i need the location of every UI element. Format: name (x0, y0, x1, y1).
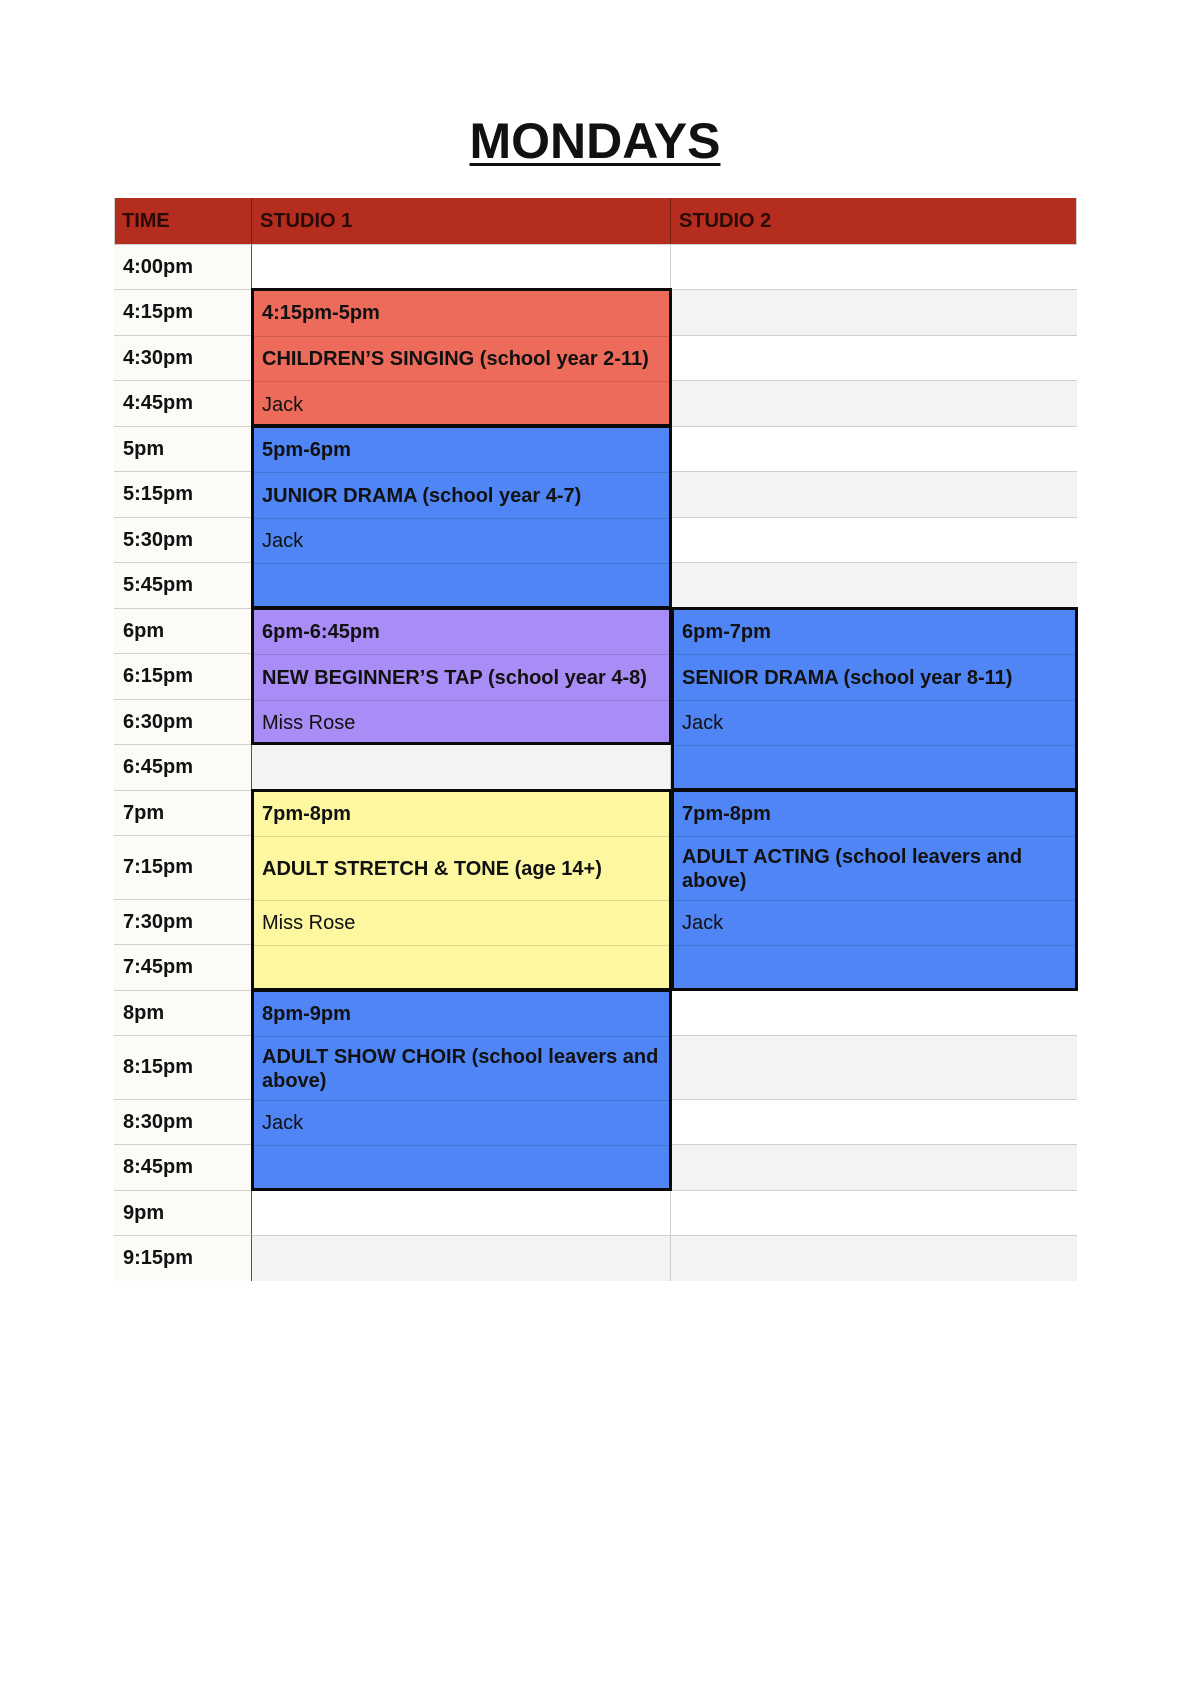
studio-1-slot (252, 244, 671, 289)
studio-2-slot (671, 517, 1077, 562)
time-cell: 7:15pm (114, 835, 252, 899)
time-cell: 6pm (114, 608, 252, 653)
class-time: 7pm-8pm (262, 802, 351, 825)
class-spacer (254, 1145, 669, 1191)
class-teacher: Miss Rose (254, 700, 669, 745)
class-teacher: Jack (674, 900, 1075, 945)
class-time: 4:15pm-5pm (262, 302, 380, 324)
class-name: SENIOR DRAMA (school year 8-11) (674, 654, 1075, 700)
time-cell: 7:45pm (114, 944, 252, 990)
time-cell: 5:30pm (114, 517, 252, 562)
studio-2-slot (671, 1235, 1077, 1281)
class-block (251, 789, 672, 991)
class-spacer (254, 563, 669, 609)
time-cell: 6:45pm (114, 744, 252, 790)
timetable (114, 198, 1077, 1285)
class-block (251, 607, 672, 745)
class-teacher: Jack (254, 381, 669, 427)
class-name: ADULT SHOW CHOIR (school leavers and above) (254, 1036, 669, 1100)
class-name: ADULT STRETCH & TONE (age 14+) (254, 836, 669, 900)
studio-2-slot (671, 426, 1077, 471)
class-block (671, 607, 1078, 791)
header-time: TIME (114, 198, 252, 244)
studio-2-slot (671, 1190, 1077, 1235)
time-cell: 8pm (114, 990, 252, 1035)
time-cell: 9:15pm (114, 1235, 252, 1281)
time-cell: 4:45pm (114, 380, 252, 426)
time-cell: 5:15pm (114, 471, 252, 517)
class-spacer (674, 745, 1075, 791)
class-teacher: Miss Rose (254, 900, 669, 945)
time-cell: 7:30pm (114, 899, 252, 944)
studio-2-slot (671, 289, 1077, 335)
studio-2-slot (671, 1099, 1077, 1144)
header-studio-1: STUDIO 1 (252, 198, 671, 244)
time-cell: 4:30pm (114, 335, 252, 380)
studio-2-slot (671, 380, 1077, 426)
header-studio-2: STUDIO 2 (671, 198, 1077, 244)
time-cell: 4:15pm (114, 289, 252, 335)
studio-2-slot (671, 244, 1077, 289)
studio-1-slot (252, 1235, 671, 1281)
class-time: 7pm-8pm (682, 802, 771, 825)
time-cell: 5pm (114, 426, 252, 471)
time-cell: 6:15pm (114, 653, 252, 699)
time-cell: 8:15pm (114, 1035, 252, 1099)
studio-2-slot (671, 990, 1077, 1035)
class-name: JUNIOR DRAMA (school year 4-7) (254, 472, 669, 518)
time-cell: 5:45pm (114, 562, 252, 608)
class-time: 6pm-6:45pm (262, 620, 380, 643)
class-name: ADULT ACTING (school leavers and above) (674, 836, 1075, 900)
studio-2-slot (671, 562, 1077, 608)
time-cell: 4:00pm (114, 244, 252, 289)
class-teacher: Jack (674, 700, 1075, 745)
class-block (251, 425, 672, 609)
class-block (251, 288, 672, 427)
class-name: NEW BEGINNER’S TAP (school year 4-8) (254, 654, 669, 700)
studio-2-slot (671, 1144, 1077, 1190)
class-time: 5pm-6pm (262, 438, 351, 461)
class-block (671, 789, 1078, 991)
studio-2-slot (671, 335, 1077, 380)
class-block (251, 989, 672, 1191)
studio-2-slot (671, 471, 1077, 517)
class-teacher: Jack (254, 518, 669, 563)
studio-2-slot (671, 1035, 1077, 1099)
class-name: CHILDREN’S SINGING (school year 2-11) (254, 336, 669, 381)
class-time: 8pm-9pm (262, 1002, 351, 1025)
page-title: MONDAYS (469, 113, 721, 169)
time-cell: 7pm (114, 790, 252, 835)
class-spacer (674, 945, 1075, 991)
studio-1-slot (252, 744, 671, 790)
class-time: 6pm-7pm (682, 620, 771, 643)
time-cell: 6:30pm (114, 699, 252, 744)
time-cell: 8:30pm (114, 1099, 252, 1144)
class-spacer (254, 945, 669, 991)
class-teacher: Jack (254, 1100, 669, 1145)
time-cell: 9pm (114, 1190, 252, 1235)
time-cell: 8:45pm (114, 1144, 252, 1190)
studio-1-slot (252, 1190, 671, 1235)
